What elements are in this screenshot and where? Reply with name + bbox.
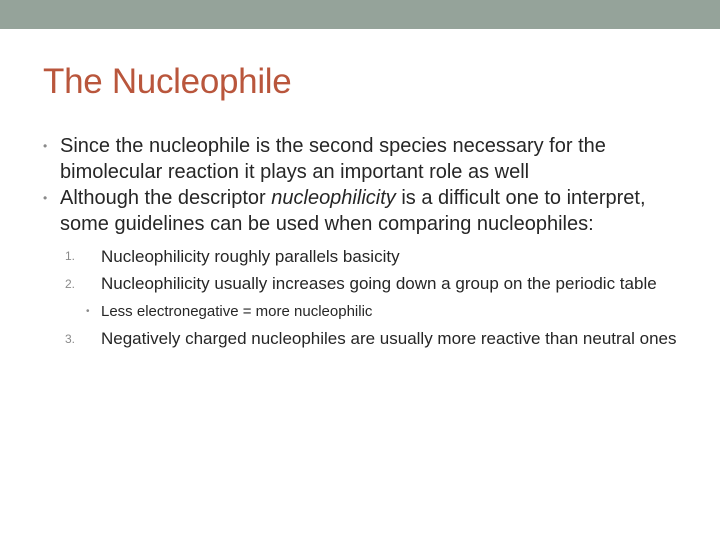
sub-point [43,301,693,323]
list-number: 3. [65,332,76,346]
bullet-point-2-text-before: Although the descriptor [60,187,272,209]
bullet-icon: • [86,306,90,317]
guideline-item-2 [43,272,693,296]
slide-body [43,133,693,351]
list-number: 2. [65,277,76,291]
sub-point-text: Less electronegative = more nucleophilic [101,303,373,320]
guideline-item-1 [43,244,693,269]
top-accent-bar [0,0,720,29]
guideline-text: Nucleophilicity usually increases going down a group on the periodic table [101,274,657,293]
guideline-list [43,244,693,351]
bullet-point-2 [43,185,693,237]
list-number: 1. [65,249,76,263]
bullet-point-2-italic-term: nucleophilicity [271,187,396,209]
slide-title: The Nucleophile [43,62,292,101]
bullet-point-1-text: Since the nucleophile is the second species necessary for the bimolecular reaction it plays an important role as well [60,135,606,183]
guideline-text: Nucleophilicity roughly parallels basicity [101,247,400,266]
bullet-point-2-text-after: is a difficult one to interpret, some guidelines can be used when comparing nucleophiles: [60,187,646,235]
guideline-text: Negatively charged nucleophiles are usually more reactive than neutral ones [101,329,677,348]
bullet-icon: • [43,191,48,205]
bullet-point-1 [43,133,693,185]
bullet-icon: • [43,139,48,153]
guideline-item-3 [43,327,693,351]
